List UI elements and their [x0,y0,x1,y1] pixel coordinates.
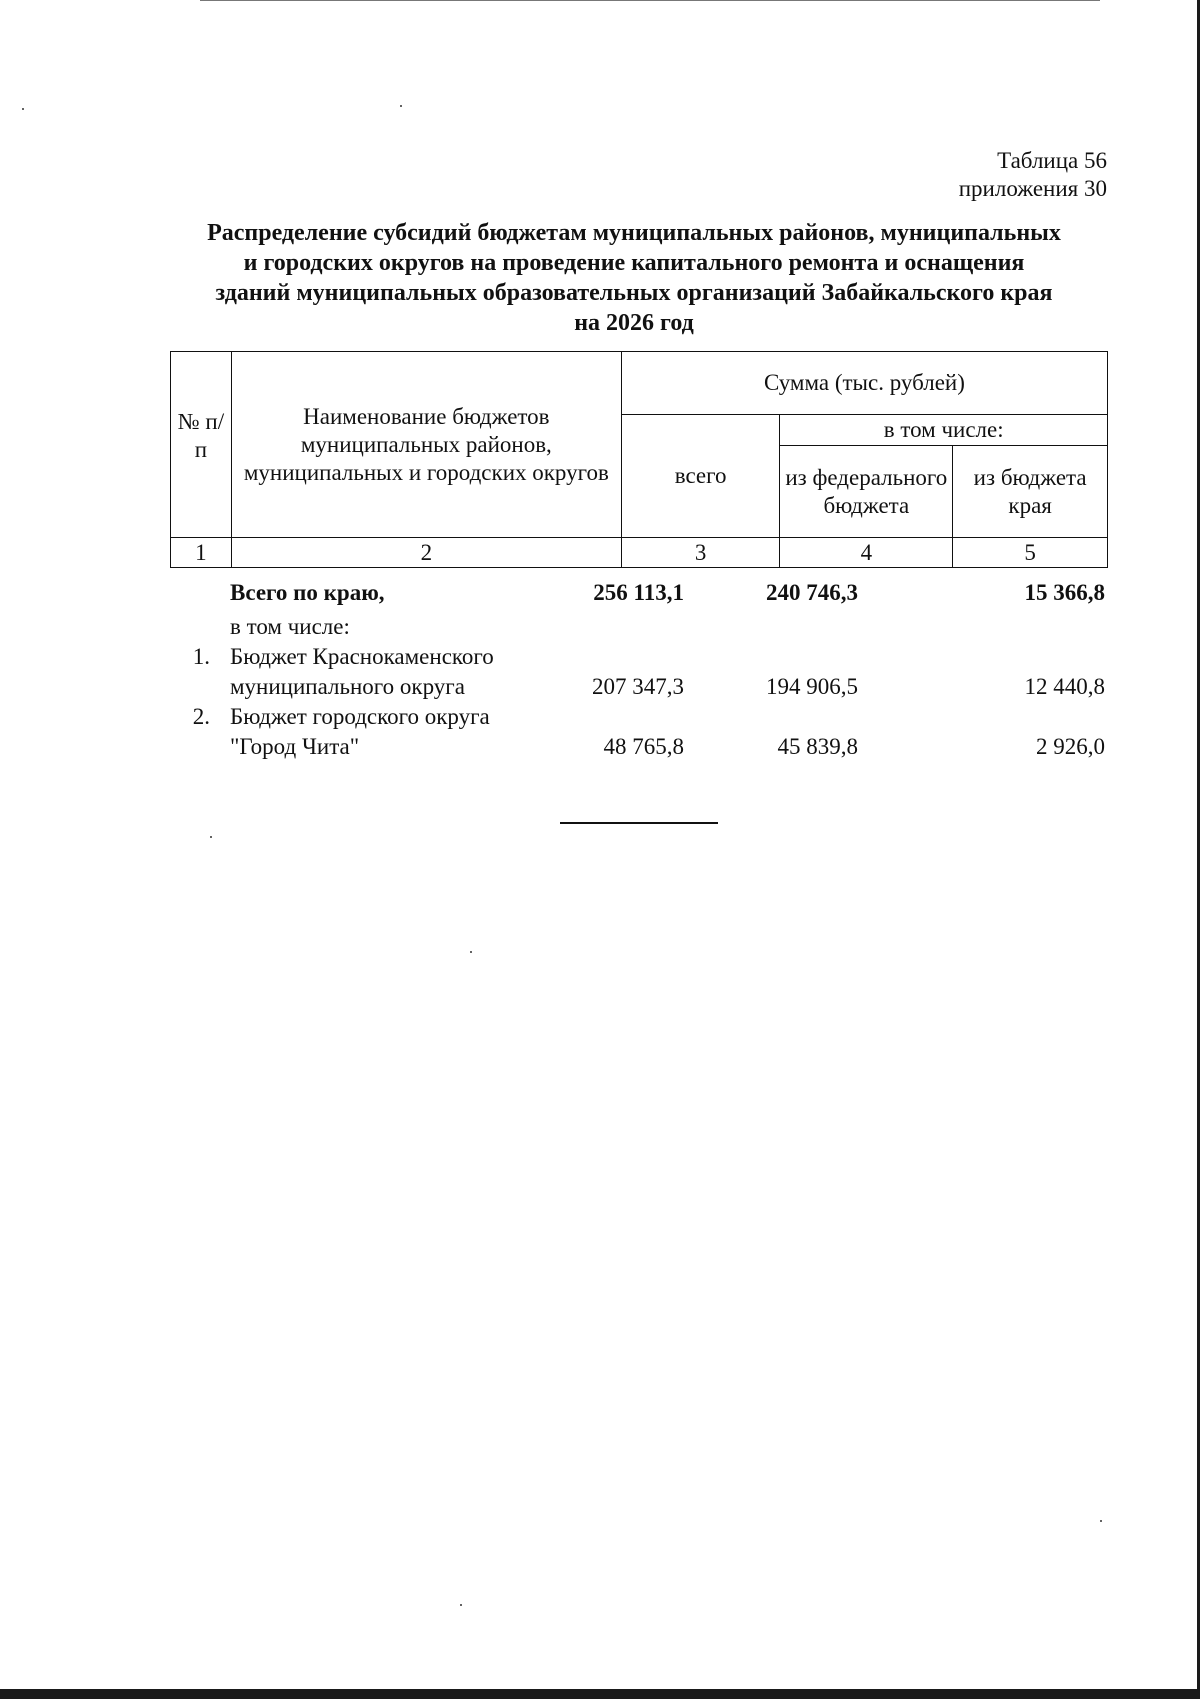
column-index: 4 [780,538,953,568]
row-number: 2. [192,704,210,729]
header-federal: из федерального бюджета [780,446,953,538]
summary-row [170,578,1108,610]
row-regional: 2 926,0 [1036,734,1105,759]
scan-speck [470,951,472,953]
including-row [170,612,1108,642]
including-label: в том числе: [230,614,350,639]
document-title [160,218,1108,338]
column-index-row [171,538,1108,568]
row-regional: 12 440,8 [1024,674,1105,699]
row-name-line-2: "Город Чита" [230,734,360,759]
title-line-3: зданий муниципальных образовательных организаций Забайкальского края [215,280,1053,306]
summary-total: 256 113,1 [593,580,684,605]
column-index: 3 [621,538,780,568]
summary-federal: 240 746,3 [766,580,858,605]
header-regional: из бюджета края [953,446,1108,538]
scan-edge-top [200,0,1100,1]
summary-regional: 15 366,8 [1024,580,1105,605]
title-line-4: на 2026 год [574,310,694,336]
table-row [170,642,1108,702]
summary-name: Всего по краю, [230,580,385,605]
row-name-line-1: Бюджет городского округа [230,704,490,729]
end-of-table-rule [560,822,718,824]
title-line-2: и городских округов на проведение капитального ремонта и оснащения [243,250,1025,276]
scan-speck [400,105,402,107]
table-caption [959,147,1107,203]
subsidy-table-header [170,351,1108,568]
scan-speck [460,1604,462,1606]
title-line-1: Распределение субсидий бюджетам муниципальных районов, муниципальных [207,220,1061,246]
column-index: 2 [231,538,621,568]
scan-speck [210,836,212,838]
row-federal: 194 906,5 [766,674,858,699]
column-index: 1 [171,538,232,568]
header-including: в том числе: [780,415,1108,446]
header-number: № п/п [171,352,232,538]
row-number: 1. [192,644,210,669]
header-budget-name: Наименование бюджетов муниципальных районов, муниципальных и городских округов [231,352,621,538]
header-sum: Сумма (тыс. рублей) [621,352,1107,415]
row-name-line-2: муниципального округа [230,674,465,699]
header-total: всего [621,415,780,538]
row-total: 48 765,8 [603,734,684,759]
table-row [170,702,1108,762]
table-number: Таблица 56 [997,148,1107,173]
column-index: 5 [953,538,1108,568]
scan-edge-bottom [0,1689,1200,1699]
scan-speck [1100,1520,1102,1522]
row-name-line-1: Бюджет Краснокаменского [230,644,494,669]
row-total: 207 347,3 [592,674,684,699]
row-federal: 45 839,8 [777,734,858,759]
scan-speck [22,108,24,110]
appendix-reference: приложения 30 [958,176,1107,201]
